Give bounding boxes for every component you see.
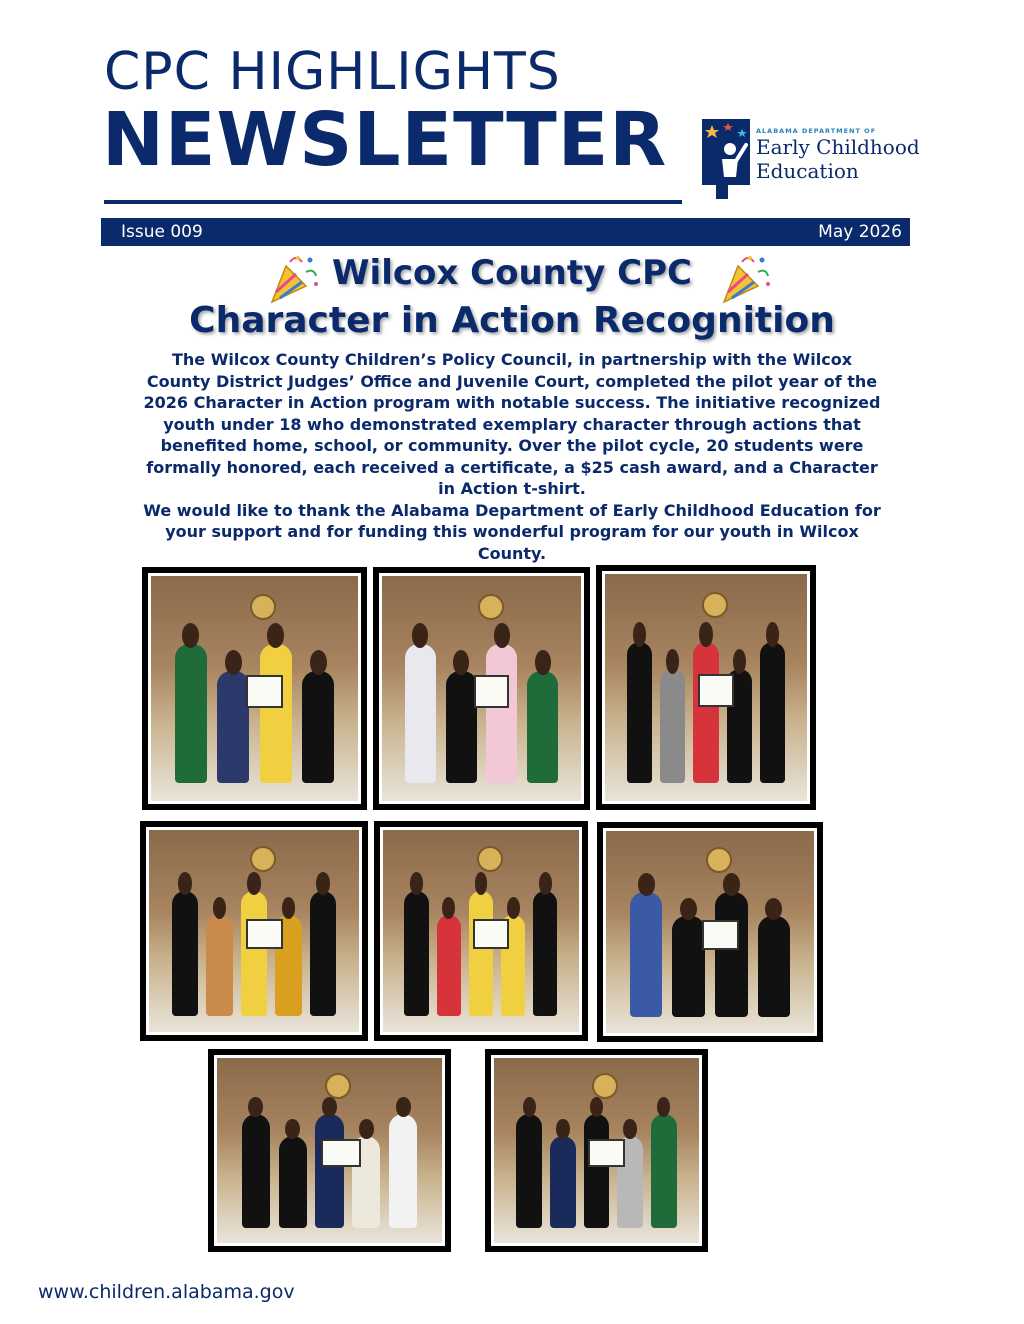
person-figure [242, 1114, 270, 1229]
person-figure [486, 644, 517, 784]
child-reaching-star-icon [698, 115, 754, 199]
person-head [535, 650, 551, 675]
adece-logo [698, 115, 938, 203]
person-figure [672, 916, 704, 1017]
issue-bar [101, 218, 910, 246]
person-figure [660, 669, 685, 783]
courtroom-seal [592, 1073, 618, 1099]
person-figure [279, 1136, 307, 1229]
person-figure [627, 642, 652, 783]
person-figure [651, 1114, 677, 1229]
person-figure [550, 1136, 576, 1229]
person-figure [760, 642, 785, 783]
person-figure [241, 891, 267, 1016]
person-head [680, 898, 697, 920]
courtroom-seal [478, 594, 504, 620]
photo-7 [208, 1049, 451, 1252]
issue-number: Issue 009 [121, 222, 203, 242]
person-figure [527, 671, 558, 784]
newsletter-title: NEWSLETTER [102, 97, 668, 183]
person-head [475, 872, 488, 894]
person-figure [405, 644, 436, 784]
certificate [473, 919, 508, 949]
certificate [246, 675, 283, 708]
person-head [225, 650, 242, 675]
issue-date: May 2026 [818, 222, 902, 242]
person-head [178, 872, 192, 894]
person-head [247, 872, 261, 894]
certificate [321, 1139, 361, 1167]
article-title-line-1: Wilcox County CPC [332, 253, 692, 293]
courtroom-seal [702, 592, 728, 618]
person-head [523, 1097, 536, 1117]
certificate [474, 675, 510, 708]
person-head [316, 872, 330, 894]
article-paragraph: The Wilcox County Children’s Policy Council, in partnership with the Wilcox County District Judges’ Office and Juvenile Court, completed the pilot year of the 2026 Character in Action program with notable success. The initiative recognized youth under 18 who demonstrated exemplary character through actions that benefited home, school, or community. Over the pilot cycle, 20 students were formally honored, each received a certificate, a $25 cash award, and a Character in Action t-shirt. [143, 350, 881, 498]
person-figure [389, 1114, 417, 1229]
person-head [539, 872, 552, 894]
logo-line-1: Early Childhood [756, 135, 920, 159]
person-figure [584, 1114, 610, 1229]
person-head [733, 649, 746, 674]
photo-6 [597, 822, 823, 1042]
person-head [699, 622, 712, 647]
person-figure [630, 892, 662, 1017]
article-thanks: We would like to thank the Alabama Department of Early Childhood Education for your support and for funding this wonderful program for our youth in Wilcox County. [143, 500, 881, 563]
certificate [588, 1139, 625, 1167]
photo-1 [142, 567, 367, 810]
article-title-line-2: Character in Action Recognition [189, 300, 835, 341]
person-figure [175, 644, 207, 784]
courtroom-seal [477, 846, 503, 872]
courtroom-seal [250, 594, 276, 620]
person-figure [437, 915, 461, 1016]
person-figure [715, 892, 747, 1017]
person-figure [217, 671, 249, 784]
logo-department-label: ALABAMA DEPARTMENT OF [756, 127, 877, 135]
person-figure [533, 891, 557, 1016]
person-figure [260, 644, 292, 784]
certificate [702, 920, 739, 950]
photo-2 [373, 567, 590, 810]
courtroom-seal [325, 1073, 351, 1099]
person-figure [469, 891, 493, 1016]
footer-website-link[interactable]: www.children.alabama.gov [38, 1281, 295, 1303]
certificate [698, 674, 734, 708]
photo-8 [485, 1049, 708, 1252]
person-figure [172, 891, 198, 1016]
person-head [623, 1119, 636, 1139]
certificate [246, 919, 284, 949]
person-head [310, 650, 327, 675]
article-body [142, 349, 882, 564]
courtroom-seal [250, 846, 276, 872]
person-figure [516, 1114, 542, 1229]
person-figure [404, 891, 428, 1016]
person-figure [206, 915, 232, 1016]
person-head [766, 622, 779, 647]
person-head [556, 1119, 569, 1139]
person-head [359, 1119, 374, 1139]
person-head [410, 872, 423, 894]
photo-5 [374, 821, 588, 1041]
person-head [494, 623, 510, 648]
person-figure [758, 916, 790, 1017]
person-head [322, 1097, 337, 1117]
person-head [638, 873, 655, 895]
person-figure [302, 671, 334, 784]
person-head [396, 1097, 411, 1117]
person-head [282, 897, 296, 919]
photo-4 [140, 821, 368, 1041]
header-divider [104, 200, 682, 204]
person-figure [315, 1114, 343, 1229]
photo-3 [596, 565, 816, 810]
courtroom-seal [706, 847, 732, 873]
person-figure [446, 671, 477, 784]
person-figure [310, 891, 336, 1016]
person-head [507, 897, 520, 919]
logo-line-2: Education [756, 159, 859, 183]
newsletter-kicker: CPC HIGHLIGHTS [104, 42, 561, 102]
person-figure [693, 642, 718, 783]
person-head [723, 873, 740, 895]
